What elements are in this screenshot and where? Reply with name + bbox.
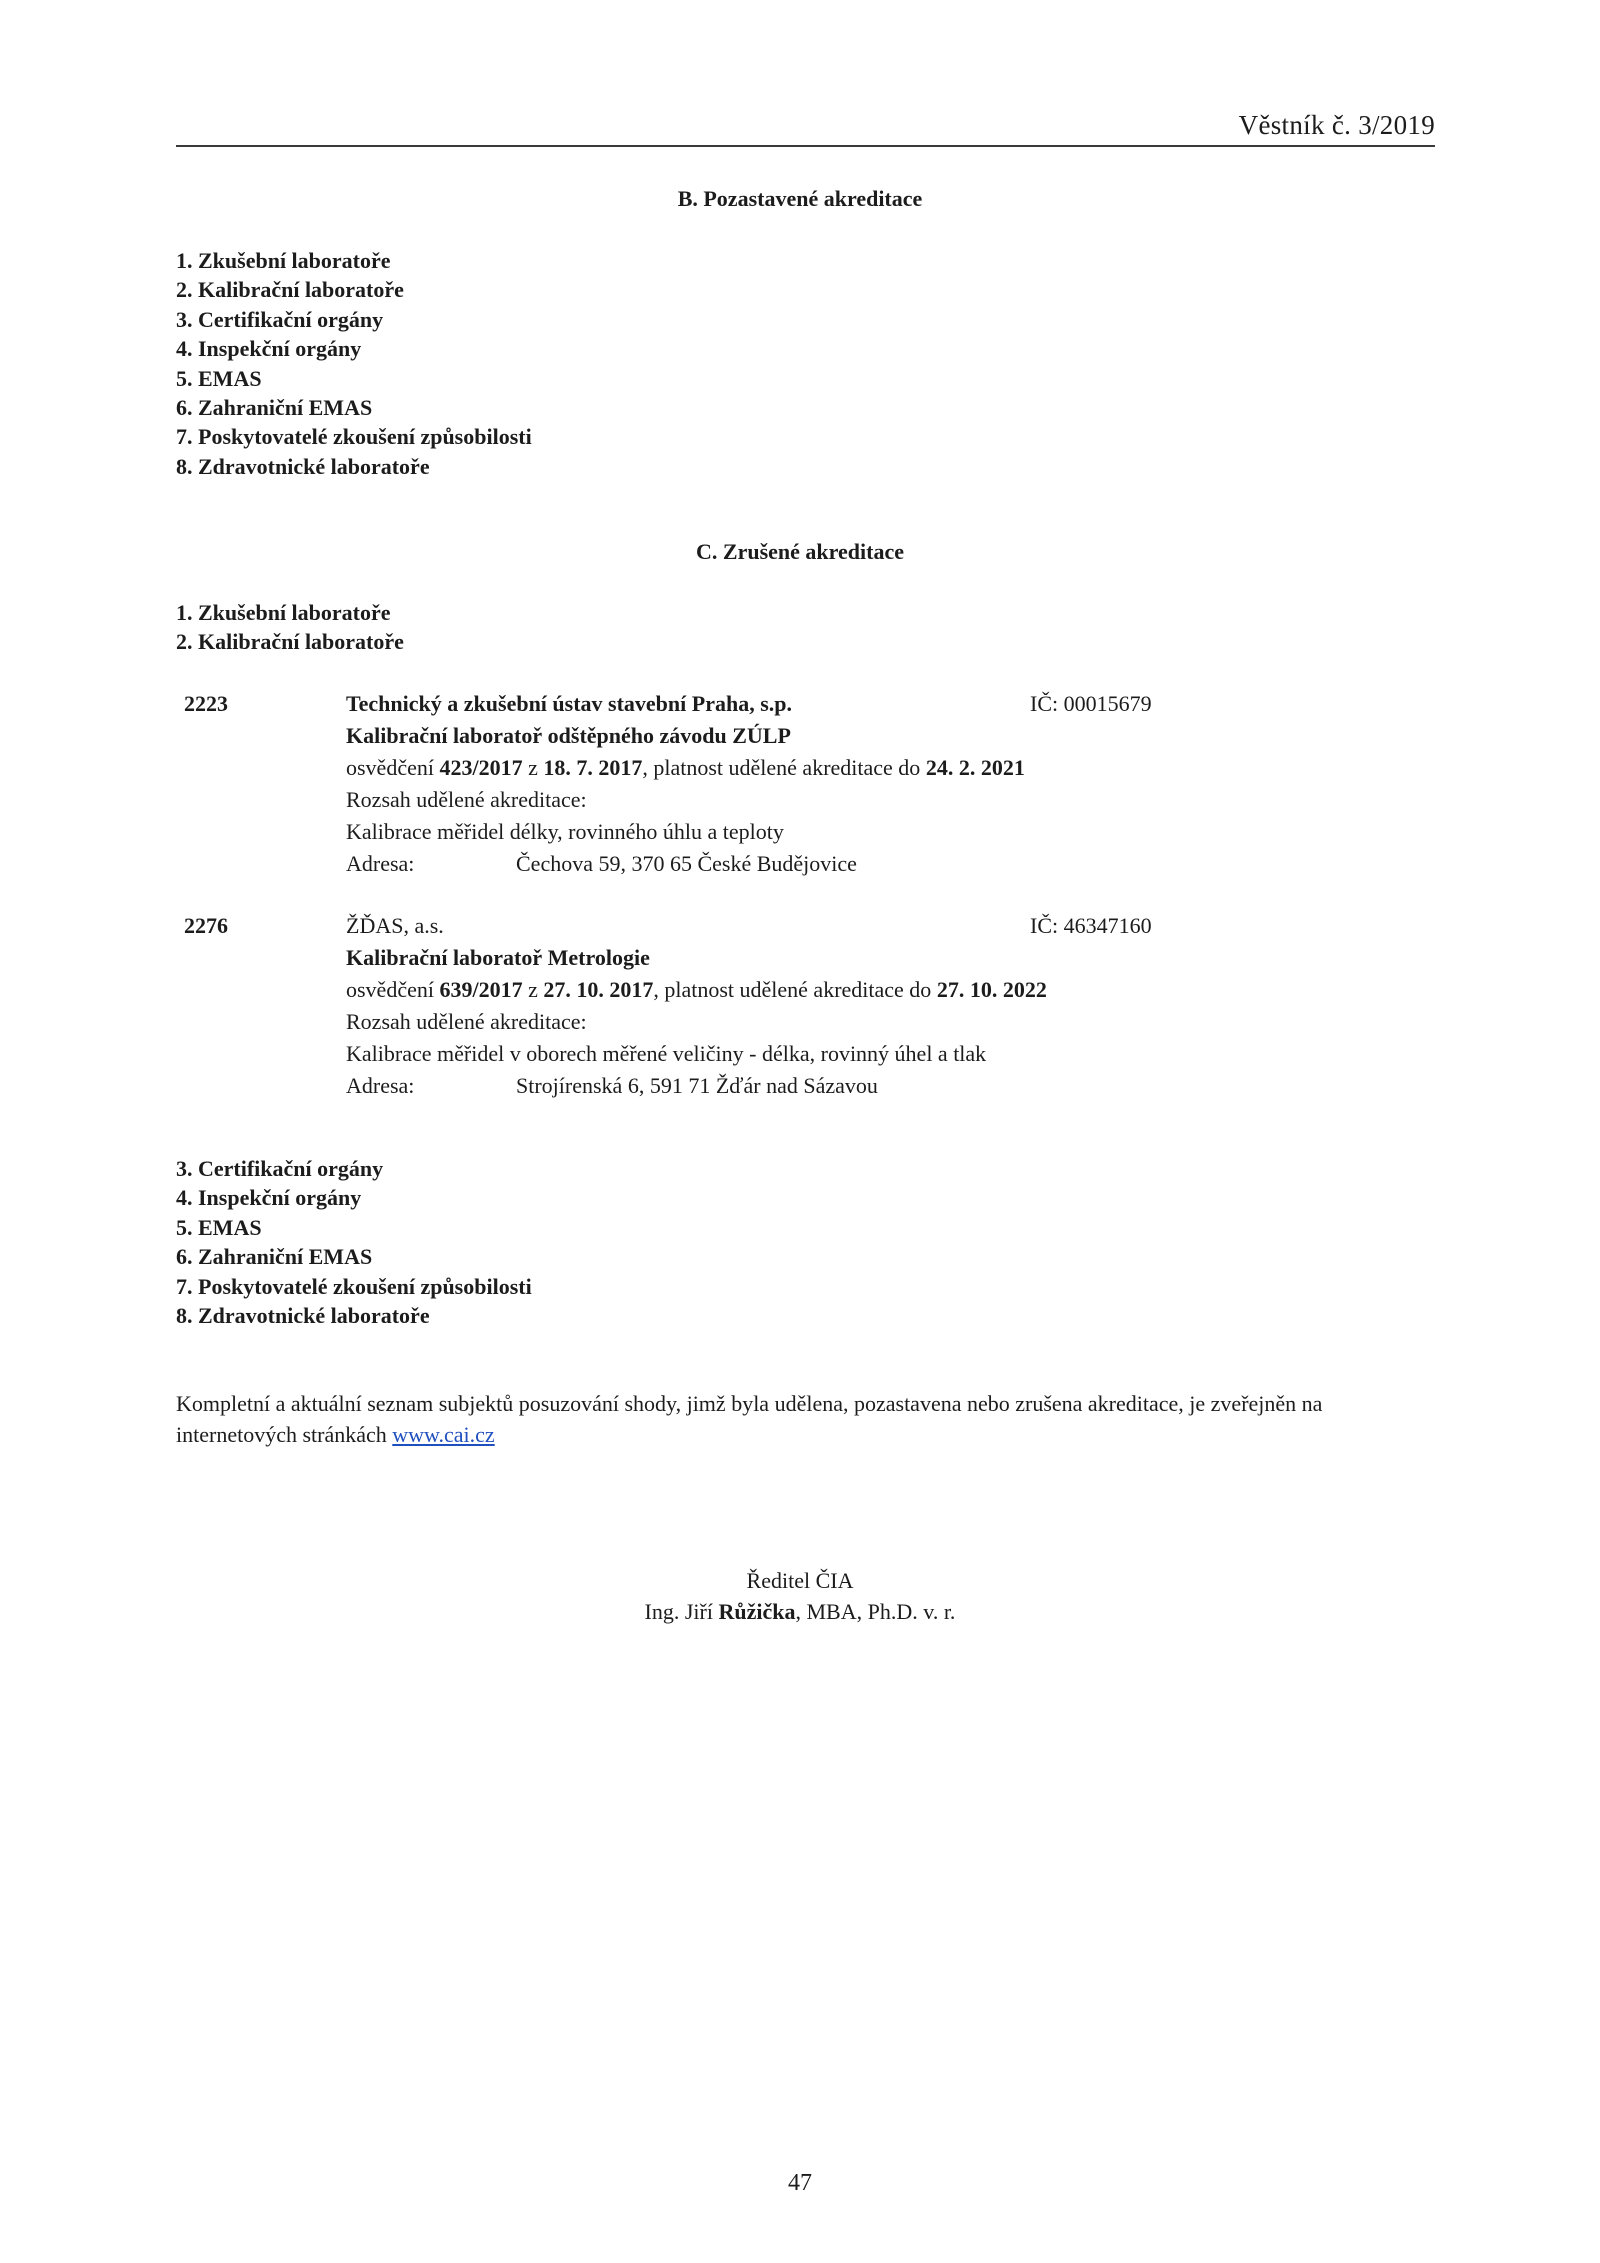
list-item: 6. Zahraniční EMAS — [176, 395, 373, 421]
note-text-line2: internetových stránkách — [176, 1422, 393, 1447]
entry-lab-name: Kalibrační laboratoř Metrologie — [346, 945, 650, 970]
entry-certificate — [346, 752, 1226, 784]
cert-prefix: osvědčení — [346, 755, 440, 780]
address-label: Adresa: — [346, 1073, 415, 1098]
signature-surname: Růžička — [718, 1599, 796, 1624]
list-item: 1. Zkušební laboratoře — [176, 600, 391, 625]
entry-body — [346, 688, 1226, 880]
list-item: 1. Zkušební laboratoře — [176, 248, 391, 273]
entry-scope: Kalibrace měřidel délky, rovinného úhlu a teploty — [346, 819, 784, 844]
bulletin-title: Věstník č. 3/2019 — [1238, 110, 1435, 140]
list-item: 8. Zdravotnické laboratoře — [176, 1303, 430, 1329]
cert-valid-until: 27. 10. 2022 — [936, 977, 1047, 1002]
signature-name-suffix: , MBA, Ph.D. v. r. — [795, 1599, 956, 1624]
cert-valid-until: 24. 2. 2021 — [925, 755, 1025, 780]
section-b-category-list — [176, 246, 532, 481]
entry-number: 2276 — [184, 913, 228, 938]
cert-number: 423/2017 — [439, 755, 523, 780]
cert-validity-text: , platnost udělené akreditace do — [653, 977, 937, 1002]
list-item: 4. Inspekční orgány — [176, 336, 362, 362]
cert-number: 639/2017 — [439, 977, 523, 1002]
list-item: 5. EMAS — [176, 365, 262, 391]
signature-name — [0, 1596, 1600, 1627]
page-number: 47 — [788, 2170, 812, 2196]
list-item: 2. Kalibrační laboratoře — [176, 277, 404, 303]
header-rule — [176, 145, 1435, 147]
signature-name-prefix: Ing. Jiří — [644, 1599, 719, 1624]
section-b-heading: B. Pozastavené akreditace — [677, 186, 923, 211]
address-label: Adresa: — [346, 851, 415, 876]
list-item: 3. Certifikační orgány — [176, 1156, 384, 1181]
cert-z: z — [522, 977, 544, 1002]
entry-ic: IČ: 46347160 — [1030, 913, 1152, 938]
entry-number: 2223 — [184, 691, 228, 716]
entry-scope-label: Rozsah udělené akreditace: — [346, 787, 587, 812]
cert-validity-text: , platnost udělené akreditace do — [642, 755, 926, 780]
list-item: 8. Zdravotnické laboratoře — [176, 453, 430, 479]
signature-role: Ředitel ČIA — [746, 1568, 854, 1593]
cai-website-link[interactable]: www.cai.cz — [392, 1422, 495, 1447]
list-item: 3. Certifikační orgány — [176, 306, 384, 332]
signature-block — [0, 1565, 1600, 1627]
entry-ic: IČ: 00015679 — [1030, 691, 1152, 716]
list-item: 4. Inspekční orgány — [176, 1185, 362, 1211]
entry-org-name: Technický a zkušební ústav stavební Praha, s.p. — [346, 691, 793, 716]
note-text-line1: Kompletní a aktuální seznam subjektů posuzování shody, jimž byla udělena, pozastavena nebo zrušena akreditace, je zveřejněn na — [176, 1391, 1323, 1416]
entry-body — [346, 910, 1226, 1102]
section-c-category-list-bottom — [176, 1154, 532, 1330]
entry-address — [346, 848, 1226, 880]
entry-scope: Kalibrace měřidel v oborech měřené veličiny - délka, rovinný úhel a tlak — [346, 1041, 987, 1066]
entry-certificate — [346, 974, 1226, 1006]
cert-date: 18. 7. 2017 — [543, 755, 643, 780]
list-item: 7. Poskytovatelé zkoušení způsobilosti — [176, 424, 532, 450]
entry-org-name: ŽĎAS, a.s. — [346, 913, 444, 938]
entry-lab-name: Kalibrační laboratoř odštěpného závodu ZÚLP — [346, 723, 791, 748]
entry-scope-label: Rozsah udělené akreditace: — [346, 1009, 587, 1034]
section-c-category-list-top — [176, 598, 404, 657]
list-item: 7. Poskytovatelé zkoušení způsobilosti — [176, 1273, 532, 1299]
list-item: 5. EMAS — [176, 1214, 262, 1240]
registry-note — [176, 1388, 1438, 1450]
list-item: 2. Kalibrační laboratoře — [176, 629, 404, 655]
entry-address — [346, 1070, 1226, 1102]
list-item: 6. Zahraniční EMAS — [176, 1244, 373, 1270]
section-c-heading: C. Zrušené akreditace — [696, 539, 904, 564]
cert-date: 27. 10. 2017 — [543, 977, 654, 1002]
address-value: Čechova 59, 370 65 České Budějovice — [516, 851, 857, 876]
address-value: Strojírenská 6, 591 71 Žďár nad Sázavou — [516, 1073, 878, 1098]
cert-z: z — [522, 755, 544, 780]
cert-prefix: osvědčení — [346, 977, 440, 1002]
